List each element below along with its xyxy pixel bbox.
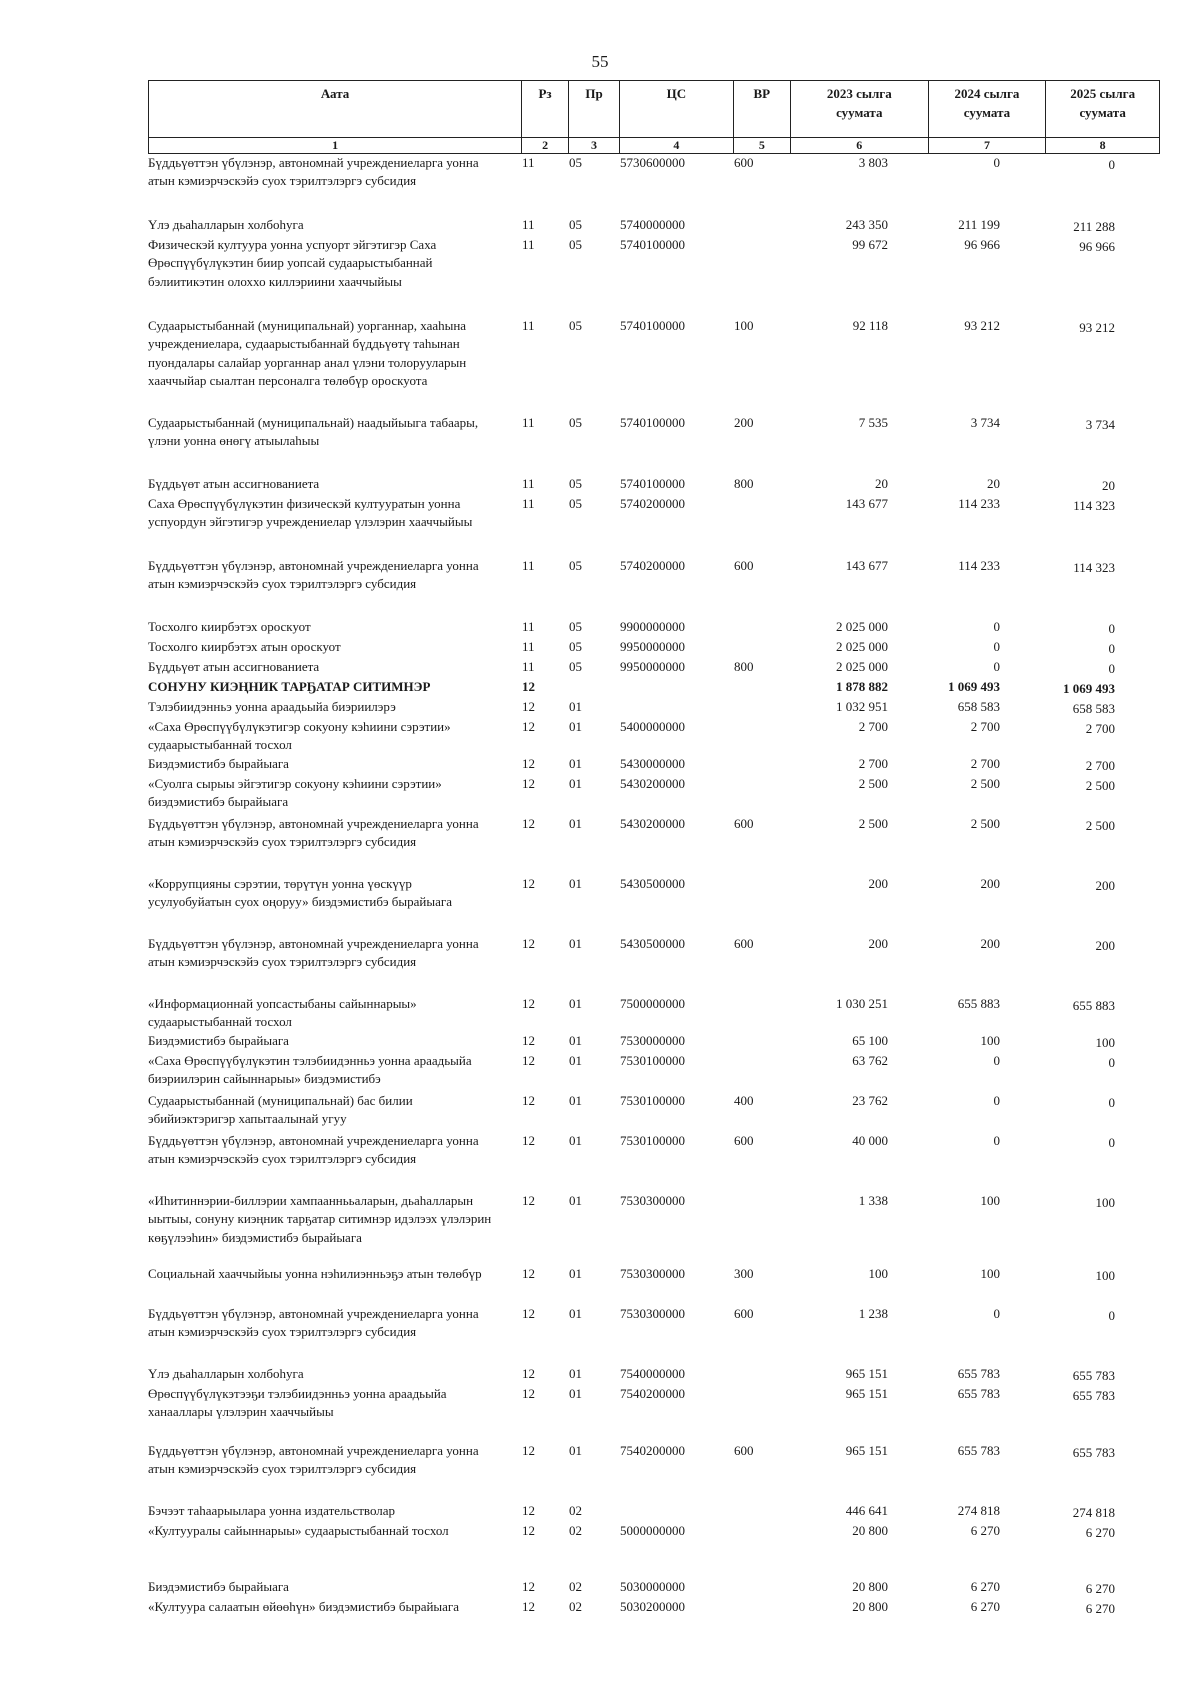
cell-rz: 12 bbox=[522, 776, 535, 791]
cell-name: Өрөспүүбүлүкэтээҕи тэлэбиидэнньэ уонна араадьыйа ханааллары үлэлэрин хааччыйыы bbox=[148, 1386, 447, 1420]
cell-y2023: 243 350 bbox=[845, 217, 888, 232]
cell-y2025: 20 bbox=[1102, 478, 1115, 493]
cell-y2023: 3 803 bbox=[858, 155, 888, 170]
cell-pr: 05 bbox=[569, 415, 582, 430]
cell-y2024: 100 bbox=[980, 1033, 1000, 1048]
cell-pr: 01 bbox=[569, 1266, 582, 1281]
cell-y2024: 655 783 bbox=[957, 1366, 1000, 1381]
cell-name: Тосхолго киирбэтэх ороскуот bbox=[148, 619, 311, 634]
cell-vr: 600 bbox=[734, 816, 754, 831]
cell-rz: 12 bbox=[522, 1503, 535, 1518]
cell-cs: 7540200000 bbox=[620, 1443, 685, 1458]
cell-rz: 12 bbox=[522, 1093, 535, 1108]
cell-rz: 12 bbox=[522, 996, 535, 1011]
cell-y2024: 658 583 bbox=[957, 699, 1000, 714]
cell-y2025: 200 bbox=[1095, 878, 1115, 893]
cell-y2023: 99 672 bbox=[852, 237, 888, 252]
cell-rz: 11 bbox=[522, 217, 535, 232]
cell-y2023: 23 762 bbox=[852, 1093, 888, 1108]
cell-y2024: 100 bbox=[980, 1193, 1000, 1208]
cell-name: Бүддьүөттэн үбүлэнэр, автономнай учреждениеларга уонна атын кэмиэрчэскэйэ суох тэрилтэлэргэ субсидия bbox=[148, 1133, 479, 1167]
cell-y2025: 658 583 bbox=[1072, 701, 1115, 716]
cell-pr: 05 bbox=[569, 217, 582, 232]
cell-cs: 7530000000 bbox=[620, 1033, 685, 1048]
cell-y2024: 0 bbox=[993, 619, 1000, 634]
cell-y2025: 2 700 bbox=[1085, 721, 1115, 736]
cell-name: «Суолга сырыы эйгэтигэр сокуону кэһиини сэрэтии» биэдэмистибэ бырайыага bbox=[148, 776, 442, 810]
cell-y2023: 2 500 bbox=[858, 776, 888, 791]
cell-y2025: 655 883 bbox=[1072, 998, 1115, 1013]
cell-vr: 300 bbox=[734, 1266, 754, 1281]
cell-rz: 12 bbox=[522, 1599, 535, 1614]
cell-y2023: 446 641 bbox=[845, 1503, 888, 1518]
cell-y2023: 965 151 bbox=[845, 1366, 888, 1381]
cell-y2025: 0 bbox=[1108, 641, 1115, 656]
cell-y2025: 0 bbox=[1108, 1055, 1115, 1070]
cell-y2024: 2 500 bbox=[970, 776, 1000, 791]
cell-name: Судаарыстыбаннай (муниципальнай) бас билии эбийиэктэригэр хапытаалынай угуу bbox=[148, 1093, 413, 1127]
cell-y2025: 0 bbox=[1108, 157, 1115, 172]
cell-rz: 12 bbox=[522, 1523, 535, 1538]
cell-rz: 12 bbox=[522, 1266, 535, 1281]
cell-y2023: 100 bbox=[868, 1266, 888, 1281]
cell-rz: 12 bbox=[522, 1306, 535, 1321]
cell-y2025: 114 323 bbox=[1073, 560, 1115, 575]
cell-pr: 02 bbox=[569, 1579, 582, 1594]
cell-name: Бүддьүөт атын ассигнованиета bbox=[148, 476, 320, 491]
cell-name: Судаарыстыбаннай (муниципальнай) уорганнар, хааһына учреждениелара, судаарыстыбаннай бүддьүөтү таһынан пуондалары салайар уорганнар анал үлэни толорууларын хааччыйар сыалтан персоналга төлөбүр ороскуота bbox=[148, 318, 467, 389]
cell-vr: 100 bbox=[734, 318, 754, 333]
column-number: 6 bbox=[790, 138, 928, 154]
cell-y2024: 200 bbox=[980, 936, 1000, 951]
cell-rz: 12 bbox=[522, 1366, 535, 1381]
cell-name: Физическэй култуура уонна успуорт эйгэтигэр Саха Өрөспүүбүлүкэтин бииp уопсай судаарыстыбаннай бэлиитикэтин олоххо киллэриини хааччыйыы bbox=[148, 237, 437, 289]
column-number: 8 bbox=[1046, 138, 1160, 154]
cell-y2024: 0 bbox=[993, 1306, 1000, 1321]
cell-rz: 11 bbox=[522, 619, 535, 634]
cell-y2024: 93 212 bbox=[964, 318, 1000, 333]
cell-y2024: 655 783 bbox=[957, 1386, 1000, 1401]
cell-pr: 01 bbox=[569, 996, 582, 1011]
cell-cs: 5740100000 bbox=[620, 237, 685, 252]
cell-name: Үлэ дьаһалларын холбоһуга bbox=[148, 1366, 304, 1381]
cell-rz: 11 bbox=[522, 318, 535, 333]
cell-y2023: 1 338 bbox=[858, 1193, 888, 1208]
cell-pr: 01 bbox=[569, 876, 582, 891]
cell-rz: 11 bbox=[522, 155, 535, 170]
cell-vr: 200 bbox=[734, 415, 754, 430]
cell-rz: 12 bbox=[522, 1133, 535, 1148]
cell-pr: 01 bbox=[569, 1093, 582, 1108]
cell-cs: 5430200000 bbox=[620, 816, 685, 831]
header-2024-line1: 2024 сылга bbox=[954, 86, 1020, 101]
cell-y2023: 143 677 bbox=[845, 496, 888, 511]
cell-y2025: 100 bbox=[1095, 1035, 1115, 1050]
cell-rz: 11 bbox=[522, 558, 535, 573]
cell-cs: 5430200000 bbox=[620, 776, 685, 791]
cell-pr: 02 bbox=[569, 1599, 582, 1614]
cell-name: Бэчээт таһаарыылара уонна издательстволар bbox=[148, 1503, 396, 1518]
cell-rz: 11 bbox=[522, 476, 535, 491]
cell-vr: 600 bbox=[734, 1133, 754, 1148]
cell-pr: 05 bbox=[569, 558, 582, 573]
cell-cs: 7530100000 bbox=[620, 1133, 685, 1148]
cell-name: Бүддьүөттэн үбүлэнэр, автономнай учреждениеларга уонна атын кэмиэрчэскэйэ суох тэрилтэлэргэ субсидия bbox=[148, 558, 479, 592]
cell-cs: 5740200000 bbox=[620, 558, 685, 573]
cell-pr: 05 bbox=[569, 659, 582, 674]
cell-cs: 7540200000 bbox=[620, 1386, 685, 1401]
cell-pr: 01 bbox=[569, 1053, 582, 1068]
cell-y2023: 63 762 bbox=[852, 1053, 888, 1068]
cell-pr: 05 bbox=[569, 237, 582, 252]
cell-y2025: 2 700 bbox=[1085, 758, 1115, 773]
cell-vr: 400 bbox=[734, 1093, 754, 1108]
cell-y2024: 6 270 bbox=[970, 1579, 1000, 1594]
cell-y2023: 2 700 bbox=[858, 756, 888, 771]
cell-y2023: 20 800 bbox=[852, 1523, 888, 1538]
cell-rz: 11 bbox=[522, 659, 535, 674]
cell-pr: 01 bbox=[569, 1133, 582, 1148]
cell-pr: 01 bbox=[569, 1306, 582, 1321]
cell-y2023: 2 025 000 bbox=[836, 619, 888, 634]
cell-rz: 11 bbox=[522, 496, 535, 511]
cell-y2023: 2 025 000 bbox=[836, 639, 888, 654]
cell-y2023: 965 151 bbox=[845, 1386, 888, 1401]
cell-pr: 05 bbox=[569, 318, 582, 333]
cell-pr: 01 bbox=[569, 1193, 582, 1208]
cell-y2025: 96 966 bbox=[1079, 239, 1115, 254]
cell-y2023: 92 118 bbox=[852, 318, 888, 333]
column-number: 4 bbox=[620, 138, 734, 154]
cell-name: «Коррупцияны сэрэтии, төрүтүн уонна үөскүүр усулуобуйатын суох оңоруу» биэдэмистибэ бырайыага bbox=[148, 876, 452, 910]
cell-y2024: 0 bbox=[993, 155, 1000, 170]
cell-cs: 9950000000 bbox=[620, 639, 685, 654]
cell-y2024: 96 966 bbox=[964, 237, 1000, 252]
cell-y2024: 211 199 bbox=[958, 217, 1000, 232]
cell-y2024: 2 700 bbox=[970, 719, 1000, 734]
cell-y2023: 965 151 bbox=[845, 1443, 888, 1458]
cell-y2023: 2 500 bbox=[858, 816, 888, 831]
cell-y2025: 2 500 bbox=[1085, 778, 1115, 793]
header-2025-line2: суумата bbox=[1079, 105, 1126, 120]
cell-vr: 600 bbox=[734, 936, 754, 951]
cell-y2024: 274 818 bbox=[957, 1503, 1000, 1518]
cell-y2024: 3 734 bbox=[970, 415, 1000, 430]
cell-pr: 01 bbox=[569, 719, 582, 734]
cell-y2023: 1 032 951 bbox=[836, 699, 888, 714]
cell-name: СОНУНУ КИЭҢНИК ТАРҔАТАР СИТИМНЭР bbox=[148, 679, 431, 694]
cell-y2024: 0 bbox=[993, 1093, 1000, 1108]
cell-pr: 02 bbox=[569, 1503, 582, 1518]
cell-y2024: 200 bbox=[980, 876, 1000, 891]
cell-y2023: 40 000 bbox=[852, 1133, 888, 1148]
cell-cs: 5430000000 bbox=[620, 756, 685, 771]
cell-pr: 01 bbox=[569, 1443, 582, 1458]
cell-rz: 11 bbox=[522, 415, 535, 430]
cell-y2024: 114 233 bbox=[958, 496, 1000, 511]
cell-y2024: 20 bbox=[987, 476, 1000, 491]
cell-y2024: 0 bbox=[993, 659, 1000, 674]
cell-rz: 12 bbox=[522, 1579, 535, 1594]
cell-rz: 12 bbox=[522, 1386, 535, 1401]
cell-rz: 12 bbox=[522, 699, 535, 714]
cell-y2024: 0 bbox=[993, 1053, 1000, 1068]
column-number: 3 bbox=[569, 138, 620, 154]
cell-vr: 800 bbox=[734, 659, 754, 674]
cell-pr: 01 bbox=[569, 699, 582, 714]
cell-cs: 7530300000 bbox=[620, 1266, 685, 1281]
cell-y2025: 114 323 bbox=[1073, 498, 1115, 513]
cell-y2025: 1 069 493 bbox=[1063, 681, 1115, 696]
cell-y2024: 0 bbox=[993, 1133, 1000, 1148]
cell-y2024: 6 270 bbox=[970, 1523, 1000, 1538]
cell-y2025: 200 bbox=[1095, 938, 1115, 953]
cell-pr: 05 bbox=[569, 496, 582, 511]
cell-rz: 12 bbox=[522, 936, 535, 951]
cell-cs: 9950000000 bbox=[620, 659, 685, 674]
header-pr: Пр bbox=[569, 81, 620, 138]
cell-y2024: 1 069 493 bbox=[948, 679, 1000, 694]
cell-y2024: 655 883 bbox=[957, 996, 1000, 1011]
cell-pr: 01 bbox=[569, 1033, 582, 1048]
cell-cs: 5740100000 bbox=[620, 318, 685, 333]
cell-name: Үлэ дьаһалларын холбоһуга bbox=[148, 217, 304, 232]
cell-vr: 600 bbox=[734, 558, 754, 573]
cell-cs: 5730600000 bbox=[620, 155, 685, 170]
cell-cs: 5430500000 bbox=[620, 876, 685, 891]
cell-pr: 05 bbox=[569, 476, 582, 491]
cell-pr: 01 bbox=[569, 1366, 582, 1381]
cell-y2023: 20 800 bbox=[852, 1579, 888, 1594]
cell-name: Судаарыстыбаннай (муниципальнай) наадыйыыга табаары, үлэни уонна өнөгү атыылаһыы bbox=[148, 415, 479, 449]
header-2024-line2: суумата bbox=[963, 105, 1011, 120]
cell-y2025: 2 500 bbox=[1085, 818, 1115, 833]
column-number: 5 bbox=[733, 138, 790, 154]
cell-y2023: 7 535 bbox=[858, 415, 888, 430]
cell-name: Бүддьүөттэн үбүлэнэр, автономнай учреждениеларга уонна атын кэмиэрчэскэйэ суох тэрилтэлэргэ субсидия bbox=[148, 936, 479, 970]
cell-y2023: 2 700 bbox=[858, 719, 888, 734]
cell-rz: 12 bbox=[522, 719, 535, 734]
cell-y2023: 1 878 882 bbox=[836, 679, 888, 694]
header-2023-line2: суумата bbox=[836, 105, 883, 120]
cell-y2025: 655 783 bbox=[1072, 1445, 1115, 1460]
cell-vr: 600 bbox=[734, 155, 754, 170]
cell-rz: 11 bbox=[522, 237, 535, 252]
cell-y2025: 0 bbox=[1108, 1135, 1115, 1150]
cell-y2023: 143 677 bbox=[845, 558, 888, 573]
column-number: 2 bbox=[522, 138, 569, 154]
cell-name: Тэлэбиидэнньэ уонна араадьыйа биэриилэрэ bbox=[148, 699, 396, 714]
cell-rz: 12 bbox=[522, 1053, 535, 1068]
cell-name: Бүддьүөттэн үбүлэнэр, автономнай учреждениеларга уонна атын кэмиэрчэскэйэ суох тэрилтэлэргэ субсидия bbox=[148, 1443, 479, 1477]
cell-cs: 5740200000 bbox=[620, 496, 685, 511]
header-2023-line1: 2023 сылга bbox=[826, 86, 892, 101]
cell-y2025: 100 bbox=[1095, 1268, 1115, 1283]
cell-rz: 12 bbox=[522, 1193, 535, 1208]
cell-name: Биэдэмистибэ бырайыага bbox=[148, 1579, 289, 1594]
cell-vr: 800 bbox=[734, 476, 754, 491]
cell-cs: 5430500000 bbox=[620, 936, 685, 951]
cell-y2023: 2 025 000 bbox=[836, 659, 888, 674]
cell-name: Биэдэмистибэ бырайыага bbox=[148, 1033, 289, 1048]
cell-y2024: 6 270 bbox=[970, 1599, 1000, 1614]
cell-y2025: 211 288 bbox=[1073, 219, 1115, 234]
cell-y2024: 2 500 bbox=[970, 816, 1000, 831]
cell-name: «Информационнай уопсастыбаны сайыннарыы» судаарыстыбаннай тосхол bbox=[148, 996, 417, 1030]
cell-rz: 12 bbox=[522, 816, 535, 831]
cell-rz: 12 bbox=[522, 1443, 535, 1458]
cell-name: «Саха Өрөспүүбүлүкэтигэр сокуону кэһиини сэрэтии» судаарыстыбаннай тосхол bbox=[148, 719, 451, 753]
cell-name: «Култуура салаатын өйөөһүн» биэдэмистибэ бырайыага bbox=[148, 1599, 460, 1614]
cell-y2025: 6 270 bbox=[1085, 1601, 1115, 1616]
cell-y2023: 65 100 bbox=[852, 1033, 888, 1048]
cell-rz: 12 bbox=[522, 679, 535, 694]
cell-y2024: 655 783 bbox=[957, 1443, 1000, 1458]
cell-cs: 5030200000 bbox=[620, 1599, 685, 1614]
cell-y2024: 100 bbox=[980, 1266, 1000, 1281]
cell-y2023: 20 800 bbox=[852, 1599, 888, 1614]
cell-rz: 12 bbox=[522, 756, 535, 771]
cell-y2025: 0 bbox=[1108, 661, 1115, 676]
cell-rz: 11 bbox=[522, 639, 535, 654]
cell-pr: 01 bbox=[569, 936, 582, 951]
cell-y2025: 100 bbox=[1095, 1195, 1115, 1210]
cell-y2024: 114 233 bbox=[958, 558, 1000, 573]
cell-rz: 12 bbox=[522, 876, 535, 891]
cell-name: «Култууралы сайыннарыы» судаарыстыбаннай тосхол bbox=[148, 1523, 449, 1538]
cell-name: Бүддьүөттэн үбүлэнэр, автономнай учреждениеларга уонна атын кэмиэрчэскэйэ суох тэрилтэлэргэ субсидия bbox=[148, 155, 479, 189]
cell-y2025: 274 818 bbox=[1072, 1505, 1115, 1520]
cell-cs: 7540000000 bbox=[620, 1366, 685, 1381]
cell-vr: 600 bbox=[734, 1443, 754, 1458]
cell-y2023: 1 030 251 bbox=[836, 996, 888, 1011]
cell-vr: 600 bbox=[734, 1306, 754, 1321]
header-name: Аата bbox=[149, 81, 522, 138]
cell-cs: 5030000000 bbox=[620, 1579, 685, 1594]
cell-y2024: 0 bbox=[993, 639, 1000, 654]
cell-pr: 05 bbox=[569, 155, 582, 170]
cell-y2023: 20 bbox=[875, 476, 888, 491]
cell-cs: 5740000000 bbox=[620, 217, 685, 232]
cell-name: Саха Өрөспүүбүлүкэтин физическэй култууратын уонна успуордун эйгэтигэр учреждениелар үлэлэрин хааччыйыы bbox=[148, 496, 473, 530]
cell-name: Бүддьүөттэн үбүлэнэр, автономнай учреждениеларга уонна атын кэмиэрчэскэйэ суох тэрилтэлэргэ субсидия bbox=[148, 816, 479, 850]
cell-name: Тосхолго киирбэтэх атын ороскуот bbox=[148, 639, 341, 654]
cell-y2025: 6 270 bbox=[1085, 1581, 1115, 1596]
cell-name: Биэдэмистибэ бырайыага bbox=[148, 756, 289, 771]
cell-cs: 5740100000 bbox=[620, 476, 685, 491]
cell-y2025: 0 bbox=[1108, 1308, 1115, 1323]
column-number: 1 bbox=[149, 138, 522, 154]
cell-pr: 01 bbox=[569, 1386, 582, 1401]
cell-cs: 7530100000 bbox=[620, 1053, 685, 1068]
cell-cs: 7500000000 bbox=[620, 996, 685, 1011]
cell-rz: 12 bbox=[522, 1033, 535, 1048]
cell-name: «Саха Өрөспүүбүлүкэтин тэлэбиидэнньэ уонна араадьыйа биэриилэрин сайыннарыы» биэдэмистибэ bbox=[148, 1053, 472, 1087]
cell-y2025: 0 bbox=[1108, 1095, 1115, 1110]
cell-cs: 7530300000 bbox=[620, 1306, 685, 1321]
header-2025-line1: 2025 сылга bbox=[1070, 86, 1136, 101]
cell-cs: 9900000000 bbox=[620, 619, 685, 634]
header-vr: ВР bbox=[733, 81, 790, 138]
column-number: 7 bbox=[928, 138, 1046, 154]
cell-y2025: 93 212 bbox=[1079, 320, 1115, 335]
cell-name: Социальнай хааччыйыы уонна нэһилиэнньэҕэ атын төлөбүр bbox=[148, 1266, 482, 1281]
cell-pr: 01 bbox=[569, 756, 582, 771]
cell-name: «Иһитиннэрии-биллэрии хампааннььаларын, дьаһалларын ыытыы, сонуну киэңник тарҕатар ситимнэр идэлээх үлэлэрин көҕүлээһин» биэдэмистибэ бырайыага bbox=[148, 1193, 492, 1245]
cell-name: Бүддьүөт атын ассигнованиета bbox=[148, 659, 320, 674]
header-rz: Рз bbox=[522, 81, 569, 138]
cell-y2025: 6 270 bbox=[1085, 1525, 1115, 1540]
cell-y2024: 2 700 bbox=[970, 756, 1000, 771]
cell-cs: 5740100000 bbox=[620, 415, 685, 430]
cell-cs: 5000000000 bbox=[620, 1523, 685, 1538]
cell-pr: 05 bbox=[569, 619, 582, 634]
cell-pr: 02 bbox=[569, 1523, 582, 1538]
cell-y2023: 1 238 bbox=[858, 1306, 888, 1321]
cell-y2025: 3 734 bbox=[1085, 417, 1115, 432]
cell-pr: 01 bbox=[569, 816, 582, 831]
page-number: 55 bbox=[591, 52, 609, 71]
cell-y2025: 655 783 bbox=[1072, 1368, 1115, 1383]
cell-cs: 5400000000 bbox=[620, 719, 685, 734]
header-cs: ЦС bbox=[620, 81, 734, 138]
cell-y2023: 200 bbox=[868, 936, 888, 951]
cell-pr: 01 bbox=[569, 776, 582, 791]
cell-cs: 7530100000 bbox=[620, 1093, 685, 1108]
cell-cs: 7530300000 bbox=[620, 1193, 685, 1208]
cell-y2025: 655 783 bbox=[1072, 1388, 1115, 1403]
cell-pr: 05 bbox=[569, 639, 582, 654]
cell-y2023: 200 bbox=[868, 876, 888, 891]
cell-y2025: 0 bbox=[1108, 621, 1115, 636]
cell-name: Бүддьүөттэн үбүлэнэр, автономнай учреждениеларга уонна атын кэмиэрчэскэйэ суох тэрилтэлэргэ субсидия bbox=[148, 1306, 479, 1340]
